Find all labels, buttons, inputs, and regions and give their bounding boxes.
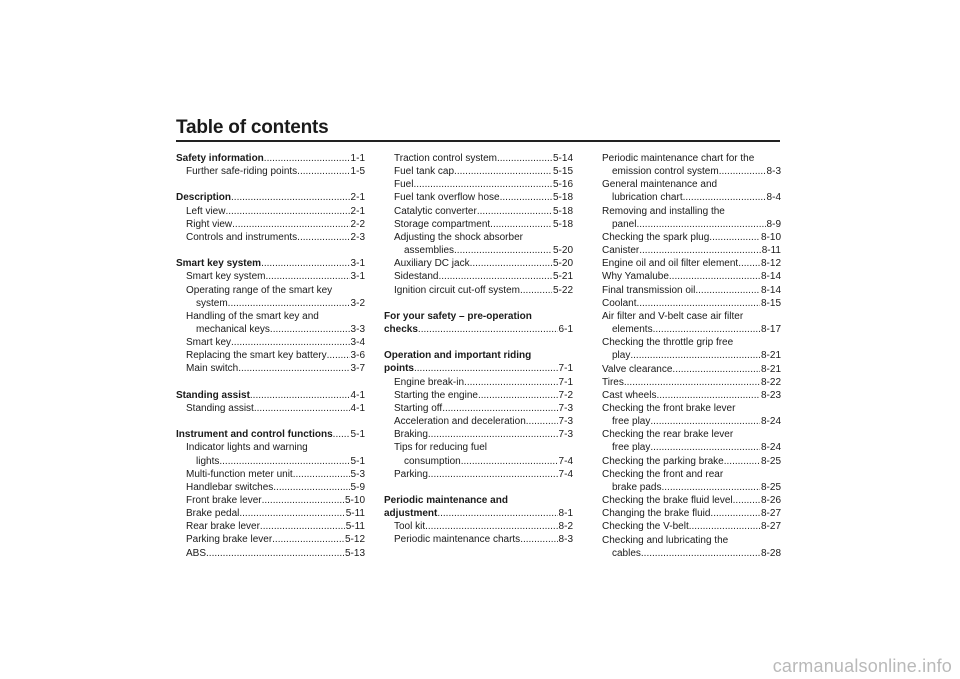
toc-subsection-entry[interactable] [592, 270, 781, 283]
toc-page-number: 5-16 [552, 179, 573, 191]
toc-page-number: 2-3 [350, 231, 365, 243]
toc-entry-label: panel [612, 218, 637, 230]
toc-subsection-entry[interactable] [176, 362, 365, 375]
toc-entry-title-line: Checking the throttle grip free [602, 337, 734, 349]
toc-subsection-entry[interactable] [176, 481, 365, 494]
toc-subsection-entry[interactable] [384, 231, 573, 257]
toc-entry-label: Tires [602, 376, 624, 388]
dot-leader [478, 389, 558, 402]
toc-page-number: 8-21 [760, 350, 781, 362]
toc-subsection-entry[interactable] [592, 152, 781, 178]
toc-entry-label: Safety information [176, 153, 264, 164]
toc-entry-label: Tool kit [394, 521, 426, 533]
toc-page-number: 7-1 [558, 363, 573, 375]
title-divider [176, 140, 780, 142]
dot-leader [641, 547, 760, 560]
toc-entry-label: Checking the spark plug [602, 231, 710, 243]
toc-page-number: 5-14 [552, 153, 573, 164]
toc-entry-label: Final transmission oil [602, 284, 696, 296]
dot-leader [231, 191, 350, 204]
dot-leader [656, 389, 760, 402]
toc-subsection-entry[interactable] [592, 231, 781, 244]
toc-page-number: 5-1 [350, 455, 365, 467]
toc-entry-label: Starting the engine [394, 389, 478, 401]
toc-entry-label: Fuel [394, 179, 414, 191]
toc-subsection-entry[interactable] [592, 336, 781, 362]
toc-entry-label: free play [612, 416, 651, 428]
toc-page-number: 5-22 [552, 284, 573, 296]
toc-subsection-entry[interactable] [176, 507, 365, 520]
toc-entry-title-line: Checking and lubricating the [602, 534, 729, 546]
toc-subsection-entry[interactable] [384, 191, 573, 204]
toc-page-number: 5-10 [344, 495, 365, 506]
toc-entry-title-line: General maintenance and [602, 179, 718, 191]
toc-subsection-entry[interactable] [384, 468, 573, 481]
toc-entry-label: Rear brake lever [186, 521, 260, 533]
toc-page-number: 8-12 [760, 258, 781, 270]
dot-leader [231, 336, 350, 349]
dot-leader [254, 402, 350, 415]
dot-leader [477, 205, 552, 218]
dot-leader [672, 363, 760, 376]
toc-page-number: 2-1 [350, 192, 365, 204]
dot-leader [500, 191, 552, 204]
toc-entry-title-line: Operation and important riding [384, 350, 532, 362]
dot-leader [695, 284, 760, 297]
toc-subsection-entry[interactable] [384, 520, 573, 533]
toc-subsection-entry[interactable] [384, 428, 573, 441]
toc-page-number: 7-4 [558, 468, 573, 480]
toc-page-number: 8-3 [766, 166, 781, 178]
toc-page-number: 5-1 [350, 429, 365, 441]
toc-subsection-entry[interactable] [592, 284, 781, 297]
dot-leader [719, 165, 766, 178]
dot-leader [418, 323, 558, 336]
toc-subsection-entry[interactable] [176, 441, 365, 467]
toc-subsection-entry[interactable] [592, 297, 781, 310]
toc-entry-title-line: For your safety – pre-operation [384, 310, 532, 322]
toc-page-number: 8-14 [760, 271, 781, 283]
dot-leader [272, 533, 344, 546]
dot-leader [262, 494, 344, 507]
dot-leader [327, 349, 350, 362]
toc-subsection-entry[interactable] [176, 270, 365, 283]
toc-entry-label: elements [612, 324, 653, 336]
toc-page-number: 3-3 [350, 324, 365, 335]
dot-leader [464, 376, 558, 389]
toc-page-number: 5-20 [552, 245, 573, 257]
dot-leader [264, 152, 350, 165]
toc-subsection-entry[interactable] [592, 257, 781, 270]
toc-section-entry[interactable] [176, 152, 365, 165]
dot-leader [683, 191, 766, 204]
toc-entry-label: system [196, 297, 228, 309]
toc-entry-label: Main switch [186, 363, 239, 375]
toc-entry-label: cables [612, 547, 641, 559]
toc-entry-title-line: Periodic maintenance and [384, 495, 508, 507]
toc-page-number: 5-20 [552, 258, 573, 270]
toc-subsection-entry[interactable] [592, 376, 781, 389]
toc-entry-label: Instrument and control functions [176, 429, 333, 441]
toc-subsection-entry[interactable] [592, 468, 781, 494]
dot-leader [650, 415, 760, 428]
toc-entry-label: Checking the parking brake [602, 455, 724, 467]
toc-subsection-entry[interactable] [384, 389, 573, 402]
dot-leader [470, 257, 552, 270]
toc-entry-label: free play [612, 442, 651, 454]
toc-page-number: 3-1 [350, 258, 365, 270]
toc-page-number: 8-14 [760, 284, 781, 296]
toc-entry-label: brake pads [612, 481, 662, 493]
toc-subsection-entry[interactable] [176, 284, 365, 310]
toc-page-number: 7-3 [558, 402, 573, 414]
toc-entry-label: Starting off [394, 402, 443, 414]
toc-entry-title-line: Tips for reducing fuel [394, 442, 488, 454]
dot-leader [738, 257, 760, 270]
toc-entry-title-line: Checking the front and rear [602, 468, 724, 480]
toc-page-number: 8-23 [760, 389, 781, 401]
toc-subsection-entry[interactable] [384, 165, 573, 178]
dot-leader [297, 231, 349, 244]
toc-page-number: 8-24 [760, 416, 781, 428]
dot-leader [438, 270, 552, 283]
toc-entry-label: Smart key [186, 337, 232, 349]
dot-leader [520, 533, 557, 546]
toc-subsection-entry[interactable] [176, 547, 365, 560]
toc-page-number: 3-6 [350, 350, 365, 362]
toc-entry-label: Changing the brake fluid [602, 508, 711, 520]
toc-page-number: 8-9 [766, 218, 781, 230]
toc-entry-label: Acceleration and deceleration [394, 416, 526, 428]
toc-page-number: 7-1 [558, 376, 573, 388]
toc-entry-label: Valve clearance [602, 363, 673, 375]
toc-page-number: 5-11 [345, 521, 365, 533]
toc-page-number: 7-2 [558, 389, 573, 401]
toc-entry-label: Parking brake lever [186, 534, 273, 546]
toc-page-number: 5-13 [344, 547, 365, 559]
toc-entry-label: Storage compartment [394, 218, 491, 230]
toc-page-number: 8-26 [760, 495, 781, 507]
dot-leader [238, 362, 349, 375]
toc-page-number: 8-21 [760, 363, 781, 375]
dot-leader [710, 507, 760, 520]
toc-page-number: 8-10 [760, 231, 781, 243]
dot-leader [425, 520, 557, 533]
toc-page-number: 5-9 [350, 481, 365, 493]
dot-leader [413, 178, 552, 191]
toc-section-entry[interactable] [176, 257, 365, 270]
toc-entry-label: emission control system [612, 166, 719, 178]
toc-subsection-entry[interactable] [176, 336, 365, 349]
dot-leader [442, 402, 557, 415]
toc-entry-label: Left view [186, 205, 226, 217]
toc-entry-title-line: Operating range of the smart key [186, 284, 333, 296]
toc-page-number: 8-4 [766, 192, 781, 204]
toc-entry-label: play [612, 350, 631, 362]
toc-entry-label: Handlebar switches [186, 481, 274, 493]
dot-leader [260, 520, 345, 533]
toc-page-number: 2-1 [350, 205, 365, 217]
toc-subsection-entry[interactable] [592, 507, 781, 520]
toc-subsection-entry[interactable] [176, 533, 365, 546]
toc-subsection-entry[interactable] [384, 415, 573, 428]
toc-entry-label: Description [176, 192, 232, 204]
toc-section-entry[interactable] [176, 428, 365, 441]
toc-page-number: 8-28 [760, 547, 781, 559]
toc-entry-title-line: Removing and installing the [602, 205, 725, 217]
toc-page-number: 8-22 [760, 376, 781, 388]
dot-leader [250, 389, 350, 402]
toc-page-number: 7-3 [558, 416, 573, 428]
toc-subsection-entry[interactable] [176, 310, 365, 336]
toc-entry-label: Braking [394, 429, 428, 441]
dot-leader [526, 415, 558, 428]
toc-subsection-entry[interactable] [384, 218, 573, 231]
toc-subsection-entry[interactable] [592, 455, 781, 468]
toc-entry-label: Cast wheels [602, 389, 657, 401]
dot-leader [650, 441, 760, 454]
toc-subsection-entry[interactable] [384, 205, 573, 218]
toc-page-number: 8-25 [760, 481, 781, 493]
dot-leader [669, 270, 760, 283]
toc-page-number: 5-18 [552, 205, 573, 217]
toc-page-number: 3-1 [350, 271, 365, 283]
toc-subsection-entry[interactable] [384, 178, 573, 191]
toc-entry-title-line: Checking the rear brake lever [602, 429, 734, 441]
dot-leader [297, 165, 349, 178]
toc-page-number: 8-25 [760, 455, 781, 467]
dot-leader [414, 362, 558, 375]
toc-entry-label: Smart key system [176, 258, 262, 270]
toc-page-number: 7-4 [558, 455, 573, 467]
dot-leader [733, 494, 760, 507]
dot-leader [261, 257, 349, 270]
toc-subsection-entry[interactable] [592, 389, 781, 402]
dot-leader [239, 507, 344, 520]
toc-entry-label: assemblies [404, 245, 455, 257]
toc-page-number: 2-2 [350, 218, 365, 230]
toc-subsection-entry[interactable] [176, 468, 365, 481]
toc-page-number: 6-1 [558, 324, 573, 336]
toc-page-number: 8-1 [558, 508, 573, 520]
toc-subsection-entry[interactable] [384, 257, 573, 270]
dot-leader [273, 481, 349, 494]
toc-column-1 [176, 152, 365, 560]
toc-entry-label: Standing assist [186, 402, 254, 414]
toc-section-entry[interactable] [176, 191, 365, 204]
toc-subsection-entry[interactable] [384, 402, 573, 415]
dot-leader [661, 481, 760, 494]
toc-entry-title-line: Air filter and V-belt case air filter [602, 310, 744, 322]
toc-subsection-entry[interactable] [592, 310, 781, 336]
page-title: Table of contents [176, 117, 329, 138]
toc-entry-label: Fuel tank overflow hose [394, 192, 500, 204]
toc-subsection-entry[interactable] [176, 520, 365, 533]
toc-subsection-entry[interactable] [384, 441, 573, 467]
toc-page-number: 7-3 [558, 429, 573, 441]
dot-leader [636, 297, 760, 310]
toc-subsection-entry[interactable] [176, 231, 365, 244]
toc-page-number: 5-18 [552, 218, 573, 230]
toc-section-entry[interactable] [176, 389, 365, 402]
dot-leader [265, 270, 349, 283]
toc-entry-label: points [384, 363, 414, 375]
dot-leader [428, 428, 558, 441]
dot-leader [270, 323, 350, 336]
toc-entry-label: Parking [394, 468, 428, 480]
dot-leader [689, 520, 760, 533]
toc-entry-label: Catalytic converter [394, 205, 477, 217]
toc-entry-label: adjustment [384, 508, 438, 520]
toc-subsection-entry[interactable] [592, 428, 781, 454]
toc-entry-title-line: Checking the front brake lever [602, 402, 736, 414]
toc-page-number: 5-3 [350, 468, 365, 480]
toc-page-number: 4-1 [350, 402, 365, 414]
toc-entry-title-line: Handling of the smart key and [186, 310, 319, 322]
dot-leader [653, 323, 760, 336]
toc-page-number: 5-18 [552, 192, 573, 204]
dot-leader [437, 507, 557, 520]
toc-entry-title-line: Indicator lights and warning [186, 442, 308, 454]
toc-entry-label: Auxiliary DC jack [394, 258, 470, 270]
dot-leader [636, 218, 765, 231]
toc-entry-label: checks [384, 324, 418, 336]
toc-column-2 [384, 152, 573, 547]
toc-page-number: 8-11 [761, 245, 781, 257]
toc-subsection-entry[interactable] [384, 270, 573, 283]
toc-subsection-entry[interactable] [384, 533, 573, 546]
toc-page-number: 8-27 [760, 521, 781, 533]
dot-leader [630, 349, 760, 362]
toc-subsection-entry[interactable] [592, 534, 781, 560]
toc-entry-label: mechanical keys [196, 324, 270, 335]
toc-entry-label: Why Yamalube [602, 271, 669, 283]
toc-page-number: 5-12 [344, 534, 365, 546]
toc-entry-label: Sidestand [394, 271, 439, 283]
dot-leader [454, 244, 552, 257]
toc-page-number: 1-5 [350, 166, 365, 178]
toc-page-number: 5-11 [345, 508, 365, 520]
dot-leader [206, 547, 344, 560]
toc-entry-label: Checking the brake fluid level [602, 495, 733, 507]
toc-page-number: 3-4 [350, 337, 365, 349]
toc-entry-label: Fuel tank cap [394, 166, 455, 178]
toc-entry-label: ABS [186, 547, 207, 559]
toc-subsection-entry[interactable] [592, 205, 781, 231]
toc-page-number: 3-2 [350, 297, 365, 309]
toc-subsection-entry[interactable] [592, 178, 781, 204]
toc-entry-label: Engine oil and oil filter element [602, 258, 739, 270]
dot-leader [520, 284, 552, 297]
dot-leader [624, 376, 760, 389]
watermark: carmanualsonline.info [772, 656, 952, 676]
toc-page-number: 1-1 [350, 153, 365, 164]
toc-entry-label: Traction control system [394, 153, 497, 164]
toc-entry-label: Further safe-riding points [186, 166, 298, 178]
toc-entry-title-line: Periodic maintenance chart for the [602, 153, 755, 164]
toc-page-number: 8-27 [760, 508, 781, 520]
toc-page-number: 8-3 [558, 534, 573, 546]
toc-page-number: 8-15 [760, 297, 781, 309]
toc-page-number: 3-7 [350, 363, 365, 375]
dot-leader [490, 218, 552, 231]
toc-entry-label: Coolant [602, 297, 637, 309]
dot-leader [232, 218, 349, 231]
toc-page-number: 5-21 [552, 271, 573, 283]
toc-entry-label: Standing assist [176, 389, 250, 401]
toc-subsection-entry[interactable] [176, 494, 365, 507]
toc-subsection-entry[interactable] [176, 402, 365, 415]
toc-section-entry[interactable] [384, 310, 573, 336]
toc-page-number: 8-2 [558, 521, 573, 533]
toc-page-number: 8-24 [760, 442, 781, 454]
toc-entry-label: Right view [186, 218, 233, 230]
toc-subsection-entry[interactable] [176, 349, 365, 362]
toc-subsection-entry[interactable] [592, 402, 781, 428]
dot-leader [709, 231, 760, 244]
toc-entry-label: Checking the V-belt [602, 521, 689, 533]
toc-section-entry[interactable] [384, 349, 573, 375]
dot-leader [219, 455, 349, 468]
toc-entry-label: Front brake lever [186, 495, 262, 506]
toc-subsection-entry[interactable] [384, 152, 573, 165]
dot-leader [225, 205, 349, 218]
toc-subsection-entry[interactable] [176, 205, 365, 218]
dot-leader [428, 468, 558, 481]
toc-subsection-entry[interactable] [384, 376, 573, 389]
toc-entry-label: lubrication chart [612, 192, 683, 204]
toc-page-number: 5-15 [552, 166, 573, 178]
toc-subsection-entry[interactable] [176, 218, 365, 231]
dot-leader [639, 244, 760, 257]
toc-entry-label: Periodic maintenance charts [394, 534, 521, 546]
toc-entry-label: Multi-function meter unit [186, 468, 293, 480]
dot-leader [228, 297, 350, 310]
toc-entry-label: Controls and instruments [186, 231, 298, 243]
toc-subsection-entry[interactable] [384, 284, 573, 297]
toc-subsection-entry[interactable] [592, 244, 781, 257]
toc-page-number: 8-17 [760, 324, 781, 336]
dot-leader [293, 468, 350, 481]
toc-entry-label: Smart key system [186, 271, 266, 283]
dot-leader [454, 165, 552, 178]
dot-leader [461, 455, 558, 468]
toc-entry-title-line: Adjusting the shock absorber [394, 231, 523, 243]
toc-subsection-entry[interactable] [592, 494, 781, 507]
toc-subsection-entry[interactable] [176, 165, 365, 178]
toc-entry-label: Engine break-in [394, 376, 465, 388]
toc-section-entry[interactable] [384, 494, 573, 520]
dot-leader [497, 152, 552, 165]
toc-entry-label: Brake pedal [186, 508, 240, 520]
toc-subsection-entry[interactable] [592, 520, 781, 533]
toc-column-3 [592, 152, 781, 560]
toc-entry-label: Ignition circuit cut-off system [394, 284, 520, 296]
toc-entry-label: consumption [404, 455, 461, 467]
dot-leader [333, 428, 350, 441]
toc-page-number: 4-1 [350, 389, 365, 401]
toc-entry-label: lights [196, 455, 220, 467]
dot-leader [724, 455, 760, 468]
toc-subsection-entry[interactable] [592, 363, 781, 376]
toc-entry-label: Canister [602, 245, 640, 257]
toc-entry-label: Replacing the smart key battery [186, 350, 327, 362]
